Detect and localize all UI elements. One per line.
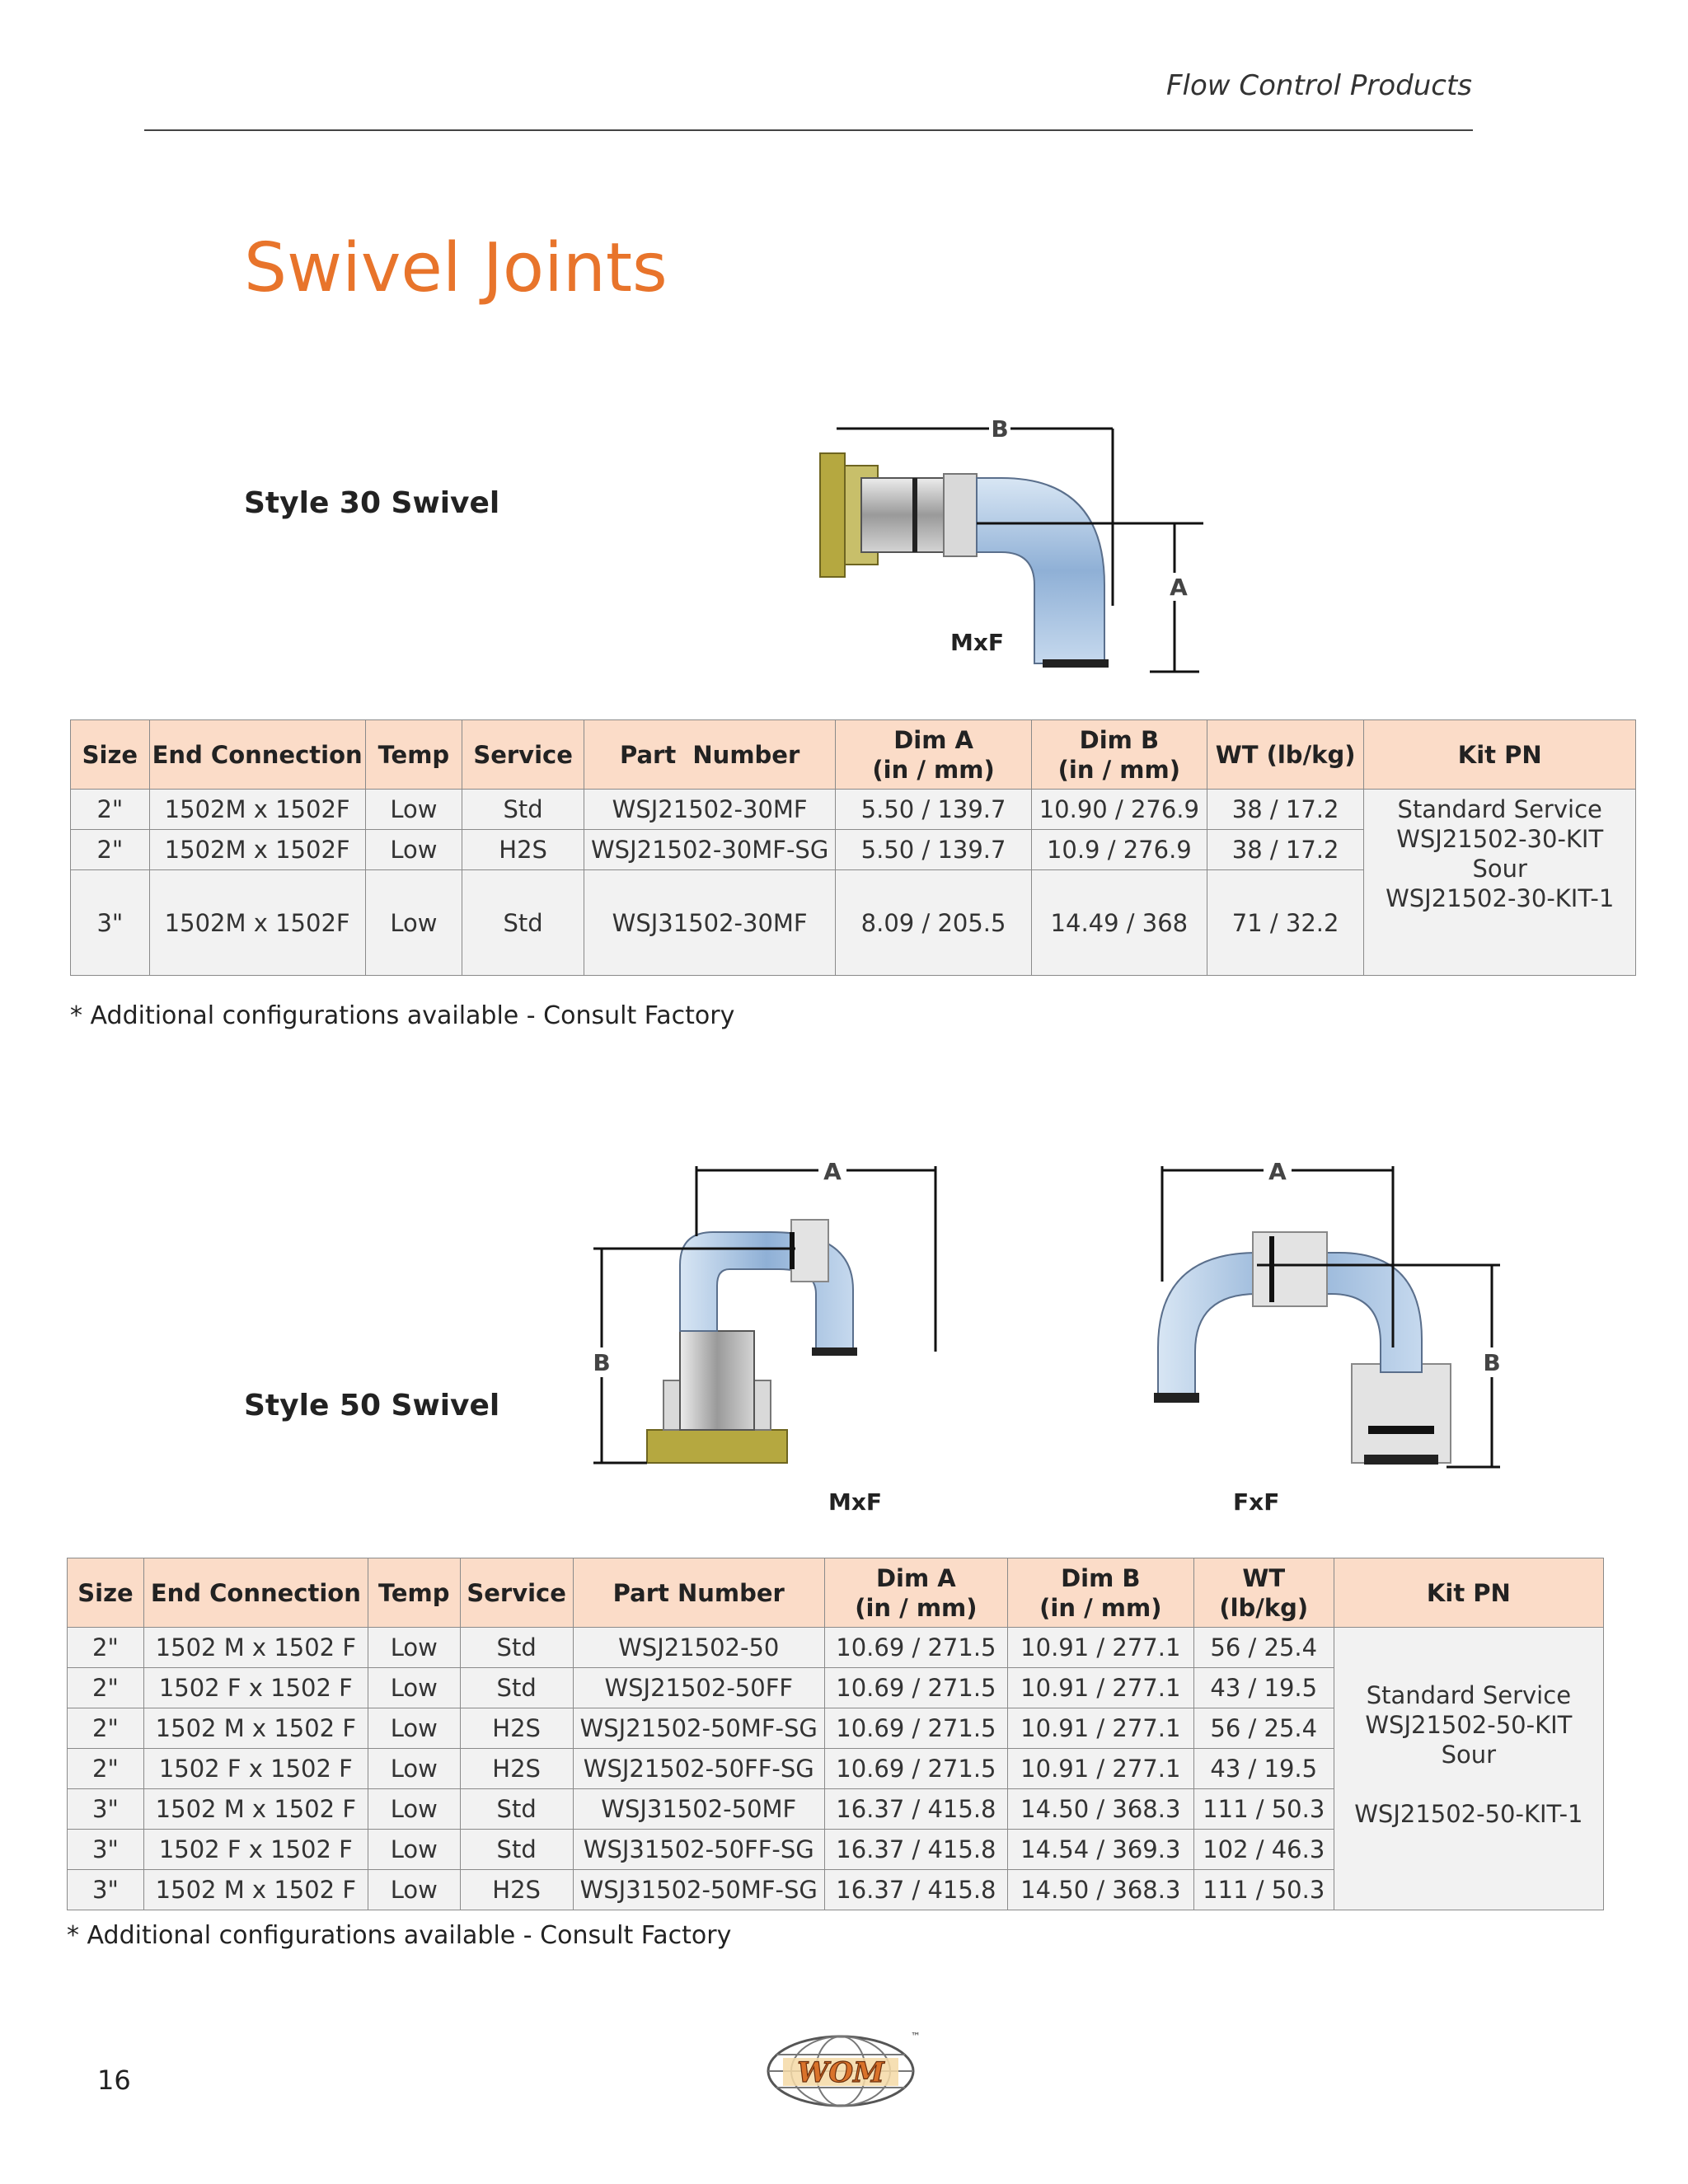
cell-weight: 38 / 17.2 — [1207, 830, 1364, 870]
style-50-mxf-dim-a: A — [823, 1158, 842, 1185]
cell-dim-b: 10.91 / 277.1 — [1007, 1668, 1193, 1708]
cell-service: H2S — [460, 1708, 573, 1749]
cell-temp: Low — [365, 790, 462, 830]
col-size: Size — [68, 1558, 144, 1628]
cell-temp: Low — [368, 1830, 460, 1870]
page-number: 16 — [97, 2064, 131, 2096]
cell-temp: Low — [368, 1708, 460, 1749]
cell-dim-a: 16.37 / 415.8 — [824, 1870, 1007, 1910]
cell-dim-a: 10.69 / 271.5 — [824, 1708, 1007, 1749]
cell-dim-b: 14.50 / 368.3 — [1007, 1870, 1193, 1910]
cell-part-number: WSJ21502-30MF-SG — [584, 830, 835, 870]
col-dim-a: Dim A (in / mm) — [824, 1558, 1007, 1628]
col-part-number: Part Number — [584, 720, 835, 790]
style-50-mxf-diagram — [581, 1150, 977, 1496]
cell-size: 2" — [71, 830, 150, 870]
cell-service: Std — [460, 1830, 573, 1870]
cell-service: Std — [460, 1789, 573, 1830]
cell-end-connection: 1502 F x 1502 F — [143, 1749, 368, 1789]
cell-end-connection: 1502 M x 1502 F — [143, 1789, 368, 1830]
kit-line: Standard Service — [1366, 1681, 1572, 1709]
cell-dim-b: 10.91 / 277.1 — [1007, 1708, 1193, 1749]
cell-temp: Low — [368, 1628, 460, 1668]
style-50-fxf-dim-a: A — [1268, 1158, 1287, 1185]
cell-dim-b: 14.49 / 368 — [1031, 870, 1207, 976]
cell-service: Std — [460, 1668, 573, 1708]
style-50-footnote: * Additional configurations available - Consult Factory — [67, 1921, 732, 1950]
cell-dim-b: 14.54 / 369.3 — [1007, 1830, 1193, 1870]
style-50-header-row — [68, 1558, 1604, 1628]
col-dim-b: Dim B (in / mm) — [1031, 720, 1207, 790]
cell-end-connection: 1502 M x 1502 F — [143, 1870, 368, 1910]
style-50-label: Style 50 Swivel — [244, 1389, 500, 1422]
kit-line: WSJ21502-50-KIT — [1365, 1711, 1573, 1739]
kit-line: WSJ21502-30-KIT — [1396, 825, 1604, 853]
cell-part-number: WSJ21502-50MF-SG — [573, 1708, 824, 1749]
wom-logo-mark — [762, 2023, 927, 2114]
cell-temp: Low — [368, 1789, 460, 1830]
cell-temp: Low — [365, 870, 462, 976]
cell-dim-a: 16.37 / 415.8 — [824, 1830, 1007, 1870]
cell-part-number: WSJ31502-50FF-SG — [573, 1830, 824, 1870]
cell-part-number: WSJ31502-50MF-SG — [573, 1870, 824, 1910]
cell-size: 2" — [68, 1668, 144, 1708]
cell-dim-a: 16.37 / 415.8 — [824, 1789, 1007, 1830]
cell-size: 3" — [68, 1789, 144, 1830]
cell-part-number: WSJ21502-50 — [573, 1628, 824, 1668]
kit-line: WSJ21502-30-KIT-1 — [1386, 884, 1615, 912]
cell-end-connection: 1502 M x 1502 F — [143, 1628, 368, 1668]
col-service: Service — [460, 1558, 573, 1628]
cell-dim-a: 10.69 / 271.5 — [824, 1628, 1007, 1668]
style-50-fxf-diagram — [1092, 1150, 1504, 1496]
style-30-dim-b: B — [991, 415, 1009, 443]
kit-line-spacer — [1341, 1769, 1597, 1799]
cell-size: 2" — [68, 1628, 144, 1668]
col-end-connection: End Connection — [149, 720, 365, 790]
cell-service: H2S — [460, 1870, 573, 1910]
cell-dim-b: 10.90 / 276.9 — [1031, 790, 1207, 830]
cell-kit-pn — [1364, 790, 1636, 976]
cell-size: 2" — [68, 1708, 144, 1749]
col-end-connection: End Connection — [143, 1558, 368, 1628]
cell-temp: Low — [368, 1749, 460, 1789]
cell-weight: 111 / 50.3 — [1193, 1870, 1334, 1910]
cell-service: Std — [460, 1628, 573, 1668]
cell-service: H2S — [462, 830, 584, 870]
cell-weight: 111 / 50.3 — [1193, 1789, 1334, 1830]
style-30-table — [70, 719, 1636, 976]
cell-dim-b: 14.50 / 368.3 — [1007, 1789, 1193, 1830]
style-30-diagram — [812, 408, 1224, 688]
cell-dim-b: 10.91 / 277.1 — [1007, 1628, 1193, 1668]
cell-end-connection: 1502 F x 1502 F — [143, 1668, 368, 1708]
cell-temp: Low — [365, 830, 462, 870]
col-kit-pn: Kit PN — [1364, 720, 1636, 790]
cell-size: 3" — [71, 870, 150, 976]
header-text: Flow Control Products — [1165, 69, 1472, 102]
cell-service: H2S — [460, 1749, 573, 1789]
cell-end-connection: 1502 M x 1502 F — [143, 1708, 368, 1749]
cell-end-connection: 1502M x 1502F — [149, 790, 365, 830]
cell-weight: 56 / 25.4 — [1193, 1628, 1334, 1668]
cell-dim-a: 5.50 / 139.7 — [836, 830, 1032, 870]
cell-weight: 43 / 19.5 — [1193, 1668, 1334, 1708]
col-weight: WT (lb/kg) — [1207, 720, 1364, 790]
style-30-header-row — [71, 720, 1636, 790]
cell-part-number: WSJ31502-30MF — [584, 870, 835, 976]
cell-part-number: WSJ31502-50MF — [573, 1789, 824, 1830]
cell-weight: 43 / 19.5 — [1193, 1749, 1334, 1789]
kit-line: Standard Service — [1397, 795, 1602, 823]
kit-line: Sour — [1472, 855, 1527, 883]
header-rule — [144, 129, 1473, 131]
style-50-table — [67, 1558, 1604, 1910]
cell-part-number: WSJ21502-50FF — [573, 1668, 824, 1708]
cell-size: 2" — [68, 1749, 144, 1789]
col-dim-a: Dim A (in / mm) — [836, 720, 1032, 790]
cell-service: Std — [462, 870, 584, 976]
logo-text: WOM — [797, 2056, 884, 2089]
cell-weight: 56 / 25.4 — [1193, 1708, 1334, 1749]
style-50-mxf-dim-b: B — [593, 1349, 611, 1376]
style-30-footnote: * Additional configurations available - Consult Factory — [70, 1001, 735, 1030]
cell-dim-b: 10.9 / 276.9 — [1031, 830, 1207, 870]
col-size: Size — [71, 720, 150, 790]
cell-temp: Low — [368, 1668, 460, 1708]
cell-weight: 38 / 17.2 — [1207, 790, 1364, 830]
cell-part-number: WSJ21502-50FF-SG — [573, 1749, 824, 1789]
logo-tm: ™ — [911, 2031, 921, 2042]
cell-size: 3" — [68, 1870, 144, 1910]
cell-weight: 102 / 46.3 — [1193, 1830, 1334, 1870]
style-50-mxf-drawing — [581, 1150, 977, 1496]
col-part-number: Part Number — [573, 1558, 824, 1628]
cell-temp: Low — [368, 1870, 460, 1910]
cell-dim-b: 10.91 / 277.1 — [1007, 1749, 1193, 1789]
style-50-fxf-drawing — [1092, 1150, 1504, 1496]
cell-end-connection: 1502 F x 1502 F — [143, 1830, 368, 1870]
col-kit-pn: Kit PN — [1334, 1558, 1603, 1628]
style-30-label: Style 30 Swivel — [244, 486, 500, 520]
cell-kit-pn — [1334, 1628, 1603, 1910]
cell-service: Std — [462, 790, 584, 830]
cell-dim-a: 10.69 / 271.5 — [824, 1668, 1007, 1708]
cell-dim-a: 8.09 / 205.5 — [836, 870, 1032, 976]
col-dim-b: Dim B (in / mm) — [1007, 1558, 1193, 1628]
table-row — [71, 790, 1636, 830]
page-title: Swivel Joints — [244, 229, 668, 307]
cell-dim-a: 5.50 / 139.7 — [836, 790, 1032, 830]
cell-weight: 71 / 32.2 — [1207, 870, 1364, 976]
style-50-mxf-caption: MxF — [828, 1488, 883, 1516]
col-temp: Temp — [365, 720, 462, 790]
kit-line: WSJ21502-50-KIT-1 — [1354, 1800, 1583, 1828]
col-weight: WT (lb/kg) — [1193, 1558, 1334, 1628]
cell-end-connection: 1502M x 1502F — [149, 830, 365, 870]
kit-line: Sour — [1441, 1741, 1497, 1769]
style-30-dim-a: A — [1170, 574, 1188, 601]
style-50-fxf-dim-b: B — [1483, 1349, 1501, 1376]
col-service: Service — [462, 720, 584, 790]
cell-size: 3" — [68, 1830, 144, 1870]
cell-end-connection: 1502M x 1502F — [149, 870, 365, 976]
style-30-caption: MxF — [950, 629, 1005, 656]
col-temp: Temp — [368, 1558, 460, 1628]
table-row — [68, 1628, 1604, 1668]
style-30-elbow-drawing — [812, 408, 1224, 688]
cell-part-number: WSJ21502-30MF — [584, 790, 835, 830]
wom-logo — [762, 2023, 927, 2117]
cell-size: 2" — [71, 790, 150, 830]
style-50-fxf-caption: FxF — [1233, 1488, 1280, 1516]
cell-dim-a: 10.69 / 271.5 — [824, 1749, 1007, 1789]
